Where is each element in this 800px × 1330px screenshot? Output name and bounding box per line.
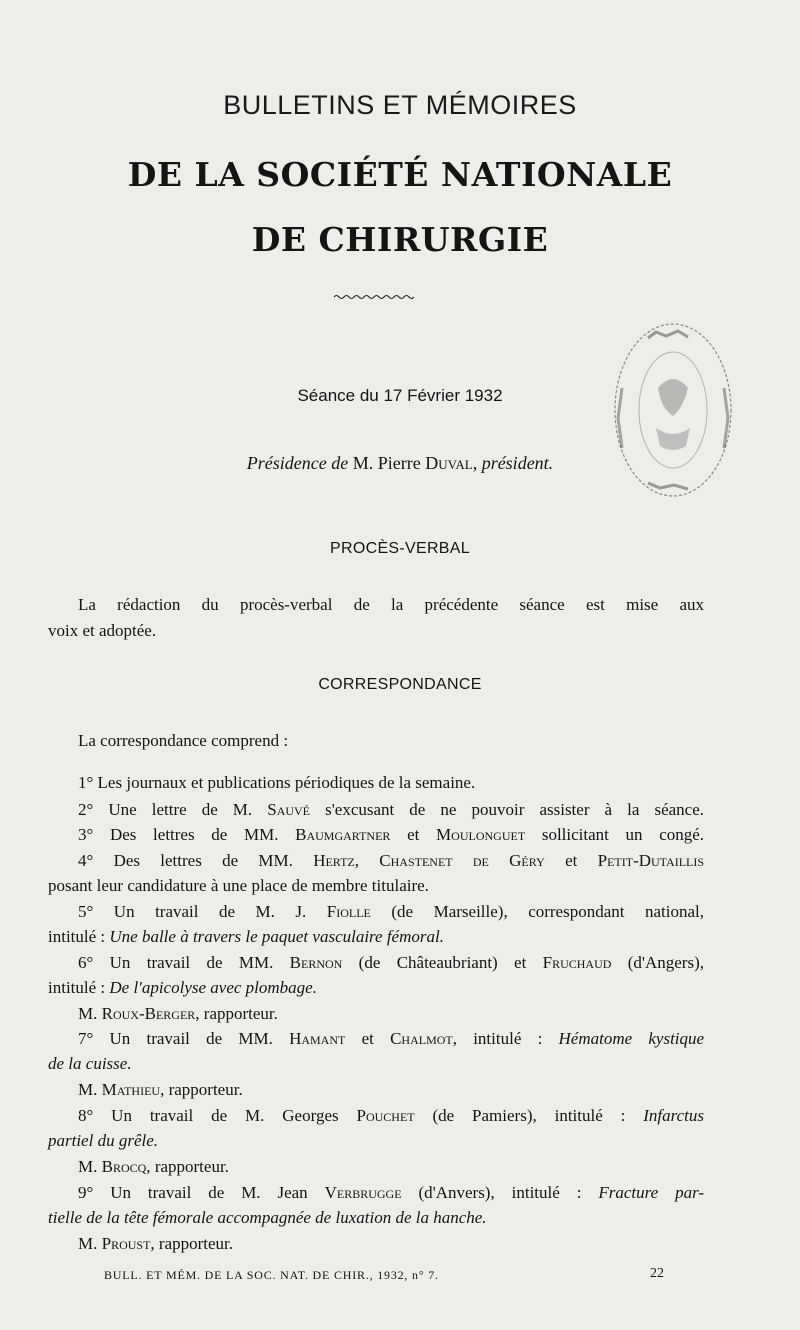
presidence-surname: Duval bbox=[425, 453, 473, 473]
name-verbrugge: Verbrugge bbox=[324, 1183, 402, 1202]
presidence-line: Présidence de M. Pierre Duval, président. bbox=[246, 453, 554, 473]
page-footer bbox=[104, 1268, 664, 1283]
item-5: 5° Un travail de M. J. Fiolle (de Marseille), correspondant national, bbox=[78, 902, 704, 921]
item-1: 1° Les journaux et publications périodiques de la semaine. bbox=[78, 773, 476, 792]
title-line-3: DE CHIRURGIE bbox=[251, 220, 549, 259]
title-bernon: De l'apicolyse avec plombage. bbox=[109, 978, 317, 997]
name-fiolle: Fiolle bbox=[326, 902, 371, 921]
name-fruchaud: Fruchaud bbox=[542, 953, 612, 972]
presidence-firstname: Pierre bbox=[377, 453, 421, 473]
title-line-1: BULLETINS ET MÉMOIRES bbox=[223, 90, 577, 120]
bleed-through-text bbox=[0, 26, 800, 38]
correspondance-intro: La correspondance comprend : bbox=[78, 731, 289, 750]
name-bernon: Bernon bbox=[289, 953, 343, 972]
title-hamant-2: de la cuisse. bbox=[48, 1054, 132, 1073]
item-4-cont: posant leur candidature à une place de membre titulaire. bbox=[48, 876, 429, 895]
item-4: 4° Des lettres de MM. Hertz, Chastenet de Géry et Petit-Dutaillis bbox=[78, 851, 705, 870]
proces-verbal-heading: PROCÈS-VERBAL bbox=[330, 540, 470, 557]
title-pouchet-1: Infarctus bbox=[643, 1106, 705, 1125]
rapporteur-9: M. Proust, rapporteur. bbox=[78, 1234, 234, 1253]
title-line-2: DE LA SOCIÉTÉ NATIONALE bbox=[127, 155, 673, 194]
name-chalmot: Chalmot, bbox=[390, 1029, 457, 1048]
presidence-m: M. bbox=[352, 453, 374, 473]
name-brocq: Brocq, bbox=[101, 1157, 151, 1176]
name-hamant: Hamant bbox=[289, 1029, 346, 1048]
item-9-cont bbox=[48, 1207, 704, 1229]
rapporteur-8: M. Brocq, rapporteur. bbox=[78, 1157, 229, 1176]
name-petit-dutaillis: Petit-Dutaillis bbox=[597, 851, 705, 870]
item-9: 9° Un travail de M. Jean Verbrugge (d'Anvers), intitulé : Fracture par- bbox=[78, 1183, 705, 1202]
page-number: 22 bbox=[650, 1266, 664, 1281]
rapporteur-7: M. Mathieu, rapporteur. bbox=[78, 1080, 243, 1099]
proces-verbal-line-2: voix et adoptée. bbox=[48, 621, 157, 640]
footer-citation: BULL. ET MÉM. DE LA SOC. NAT. DE CHIR., 1932, n° 7. bbox=[104, 1268, 439, 1282]
rapporteur-6: M. Roux-Berger, rapporteur. bbox=[78, 1004, 278, 1023]
name-chastenet: Chastenet de Géry bbox=[379, 851, 545, 870]
name-mathieu: Mathieu, bbox=[101, 1080, 165, 1099]
item-8: 8° Un travail de M. Georges Pouchet (de Pamiers), intitulé : Infarctus bbox=[78, 1106, 705, 1125]
library-stamp bbox=[608, 318, 738, 503]
name-hertz: Hertz, bbox=[313, 851, 359, 870]
item-6: 6° Un travail de MM. Bernon (de Châteaubriant) et Fruchaud (d'Angers), bbox=[78, 953, 704, 972]
title-hamant-1: Hématome kystique bbox=[558, 1029, 705, 1048]
title-pouchet-2: partiel du grêle. bbox=[48, 1131, 159, 1150]
item-5-cont: intitulé : Une balle à travers le paquet vasculaire fémoral. bbox=[48, 927, 444, 946]
presidence-suffix: président. bbox=[481, 453, 554, 473]
proces-verbal-line-1: La rédaction du procès-verbal de la précédente séance est mise aux bbox=[78, 595, 704, 614]
item-8-cont bbox=[48, 1130, 704, 1152]
item-7-cont bbox=[48, 1053, 704, 1075]
name-sauve: Sauvé bbox=[267, 800, 311, 819]
title-fiolle: Une balle à travers le paquet vasculaire fémoral. bbox=[109, 927, 444, 946]
name-moulonguet: Moulonguet bbox=[436, 825, 526, 844]
title-verbrugge-2: tielle de la tête fémorale accompagnée de luxation de la hanche. bbox=[48, 1208, 487, 1227]
presidence-prefix: Présidence de bbox=[246, 453, 349, 473]
seance-date: Séance du 17 Février 1932 bbox=[297, 386, 503, 405]
item-7: 7° Un travail de MM. Hamant et Chalmot, intitulé : Hématome kystique bbox=[78, 1029, 705, 1048]
item-3: 3° Des lettres de MM. Baumgartner et Moulonguet sollicitant un congé. bbox=[78, 825, 705, 844]
item-6-cont: intitulé : De l'apicolyse avec plombage. bbox=[48, 978, 317, 997]
title-verbrugge-1: Fracture par- bbox=[598, 1183, 705, 1202]
name-roux-berger: Roux-Berger, bbox=[101, 1004, 200, 1023]
correspondance-heading: CORRESPONDANCE bbox=[318, 676, 482, 693]
item-2: 2° Une lettre de M. Sauvé s'excusant de ne pouvoir assister à la séance. bbox=[78, 800, 705, 819]
name-proust: Proust, bbox=[101, 1234, 155, 1253]
ornament-divider bbox=[334, 293, 414, 303]
name-pouchet: Pouchet bbox=[356, 1106, 415, 1125]
name-baumgartner: Baumgartner bbox=[295, 825, 391, 844]
